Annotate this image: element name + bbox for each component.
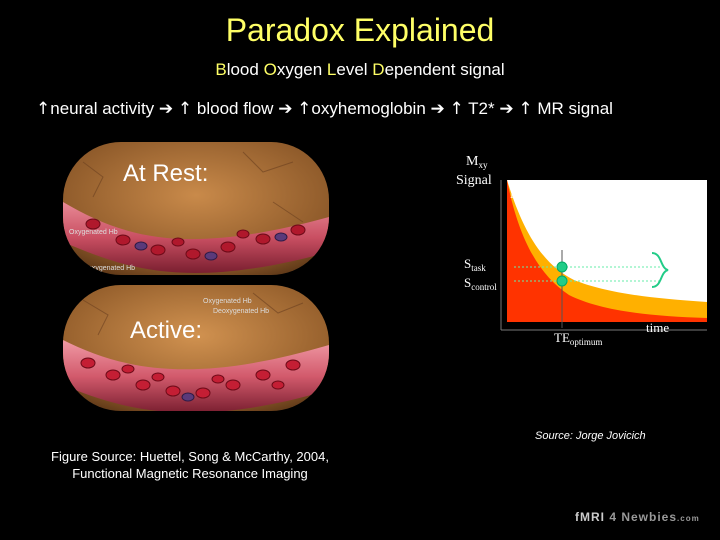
chain-item-blood-flow: blood flow: [196, 99, 274, 118]
subtitle-letter-l: L: [326, 60, 337, 79]
rest-label: At Rest:: [123, 160, 209, 187]
up-arrow-icon: ↑: [449, 99, 464, 119]
active-label: Active:: [130, 317, 203, 344]
right-arrow-icon: ➔: [499, 99, 514, 118]
chain-item-mr-signal: MR signal: [537, 99, 613, 118]
right-arrow-icon: ➔: [158, 99, 174, 118]
oxy-caption-rest: Oxygenated Hb: [69, 229, 118, 236]
t2-signal-graph: [454, 150, 714, 355]
oxy-caption-active: Oxygenated Hb: [203, 298, 252, 305]
chain-item-neural-activity: neural activity: [50, 99, 155, 118]
subtitle: [0, 60, 720, 80]
figure-source-caption: Figure Source: Huettel, Song & McCarthy, 2004, Functional Magnetic Resonance Imaging: [51, 449, 329, 481]
subtitle-letter-o: O: [263, 60, 277, 79]
s-control-label: $S_{control}$: [464, 275, 497, 292]
deoxy-caption-rest: Deoxygenated Hb: [79, 265, 136, 272]
up-arrow-icon: ↑: [36, 99, 51, 119]
logo-prefix: fMRI: [575, 510, 605, 524]
chain-item-t2star: T2*: [468, 99, 495, 118]
site-logo: [575, 510, 700, 524]
subtitle-word-lood: lood: [226, 60, 264, 79]
deoxy-caption-active: Deoxygenated Hb: [213, 308, 270, 315]
y-axis-label: $M_{xy}$: [466, 154, 488, 170]
logo-tail: .com: [677, 514, 700, 523]
chain-item-oxyhemoglobin: oxyhemoglobin: [311, 99, 426, 118]
s-task-label: $S_{task}$: [464, 256, 486, 273]
t2-task-label: T₂* task: [574, 211, 618, 226]
subtitle-word-evel: evel: [336, 60, 373, 79]
mo-sin-theta-label: $M_o$ sinθ: [510, 186, 551, 203]
right-arrow-icon: ➔: [430, 99, 445, 118]
subtitle-letter-d: D: [372, 60, 385, 79]
right-arrow-icon: ➔: [278, 99, 293, 118]
up-arrow-icon: ↑: [297, 99, 312, 119]
graph-source-caption: Source: Jorge Jovicich: [535, 430, 646, 442]
up-arrow-icon: ↑: [177, 99, 193, 119]
up-arrow-icon: ↑: [518, 99, 533, 119]
active-vessel-image: [63, 285, 329, 411]
causal-chain: [36, 99, 613, 119]
delta-s-label: ΔS: [673, 266, 690, 281]
te-optimum-label: $TE_{optimum}$: [554, 330, 603, 347]
subtitle-word-ependent: ependent signal: [384, 60, 505, 79]
logo-suffix: 4 Newbies: [605, 510, 678, 524]
slide-title: Paradox Explained: [225, 12, 495, 48]
subtitle-letter-b: B: [215, 60, 227, 79]
s-control-point: [557, 276, 567, 286]
y-axis-label-signal: Signal: [456, 173, 492, 188]
subtitle-word-xygen: xygen: [276, 60, 327, 79]
time-axis-label: time: [646, 320, 670, 335]
s-task-point: [557, 262, 567, 272]
t2-control-label: T₂* control: [609, 233, 669, 248]
